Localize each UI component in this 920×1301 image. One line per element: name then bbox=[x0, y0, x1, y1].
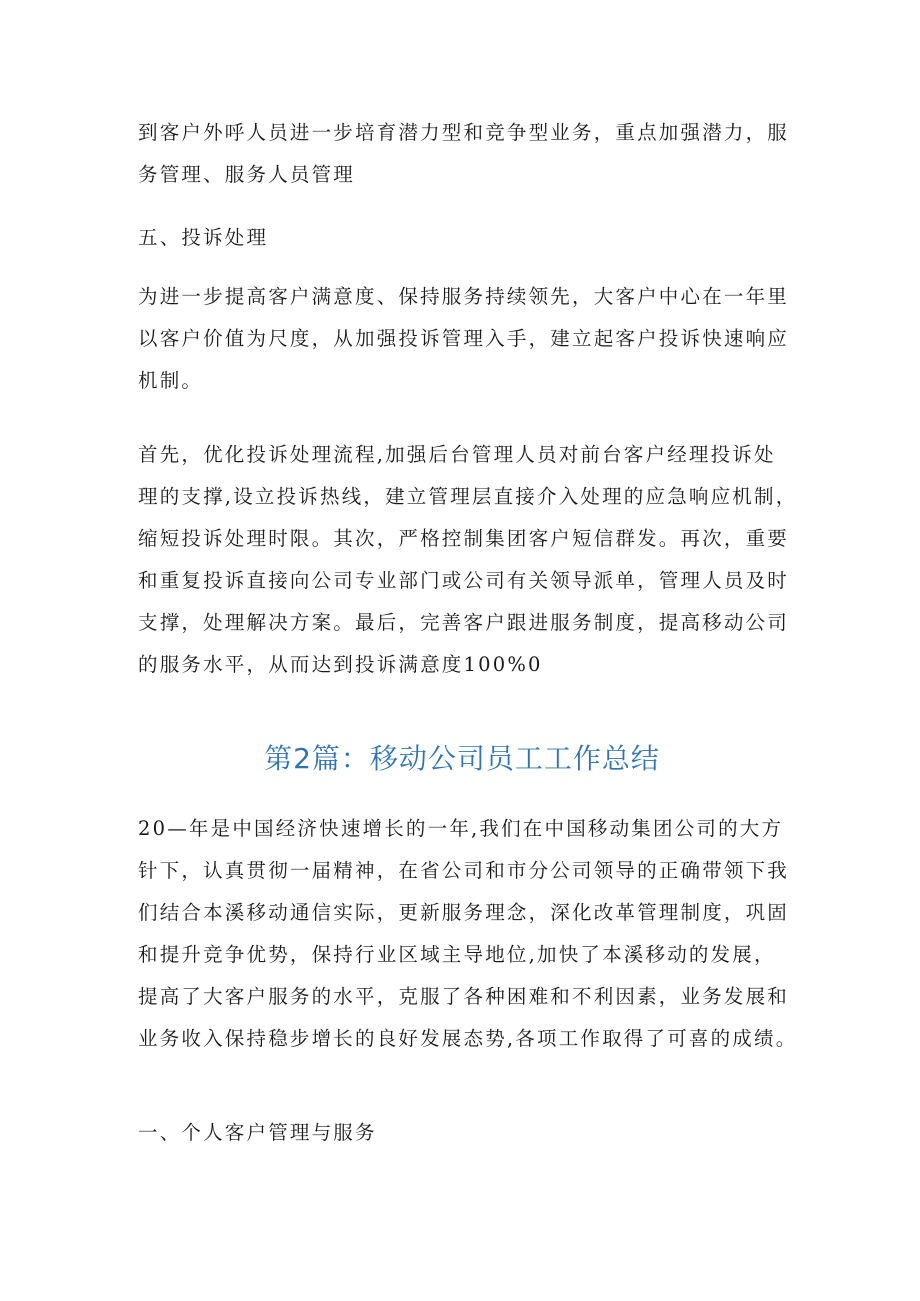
section-title-complaint-handling bbox=[138, 217, 268, 259]
paragraph-customer-outbound bbox=[138, 112, 789, 196]
article-heading: 第2篇：移动公司员工工作总结 bbox=[264, 742, 660, 775]
paragraph-line: 为进一步提高客户满意度、保持服务持续领先，大客户中心在一年里 bbox=[138, 285, 790, 308]
paragraph-line: 以客户价值为尺度，从加强投诉管理入手，建立起客户投诉快速响应 bbox=[138, 327, 790, 350]
paragraph-line: 理的支撑,设立投诉热线，建立管理层直接介入处理的应急响应机制， bbox=[138, 485, 798, 508]
paragraph-complaint-measures bbox=[138, 434, 797, 686]
section-title-text: 一、个人客户管理与服务 bbox=[138, 1121, 377, 1144]
paragraph-line: 提高了大客户服务的水平，克服了各种困难和不利因素，业务发展和 bbox=[138, 985, 790, 1008]
paragraph-line: 和重复投诉直接向公司专业部门或公司有关领导派单，管理人员及时 bbox=[138, 569, 790, 592]
paragraph-line: 支撑，处理解决方案。最后，完善客户跟进服务制度，提高移动公司 bbox=[138, 611, 790, 634]
section-title-text: 五、投诉处理 bbox=[138, 226, 269, 249]
paragraph-line: 机制。 bbox=[138, 369, 204, 392]
paragraph-complaint-intro bbox=[138, 276, 789, 402]
paragraph-line: 业务收入保持稳步增长的良好发展态势,各项工作取得了可喜的成绩。 bbox=[138, 1027, 798, 1050]
paragraph-line: 的服务水平，从而达到投诉满意度100%0 bbox=[138, 653, 543, 676]
paragraph-line: 到客户外呼人员进一步培育潜力型和竞争型业务，重点加强潜力，服 bbox=[138, 121, 790, 144]
paragraph-line: 针下，认真贯彻一届精神，在省公司和市分公司领导的正确带领下我 bbox=[138, 859, 790, 882]
paragraph-line: 和提升竞争优势，保持行业区域主导地位,加快了本溪移动的发展， bbox=[138, 943, 776, 966]
paragraph-line: 们结合本溪移动通信实际，更新服务理念，深化改革管理制度，巩固 bbox=[138, 901, 790, 924]
paragraph-annual-summary bbox=[138, 808, 797, 1060]
paragraph-line: 20—年是中国经济快速增长的一年,我们在中国移动集团公司的大方 bbox=[138, 817, 784, 840]
paragraph-line: 首先，优化投诉处理流程,加强后台管理人员对前台客户经理投诉处 bbox=[138, 443, 776, 466]
paragraph-line: 务管理、服务人员管理 bbox=[138, 163, 356, 186]
section-title-personal-customer bbox=[138, 1112, 377, 1154]
paragraph-line: 缩短投诉处理时限。其次，严格控制集团客户短信群发。再次，重要 bbox=[138, 527, 790, 550]
